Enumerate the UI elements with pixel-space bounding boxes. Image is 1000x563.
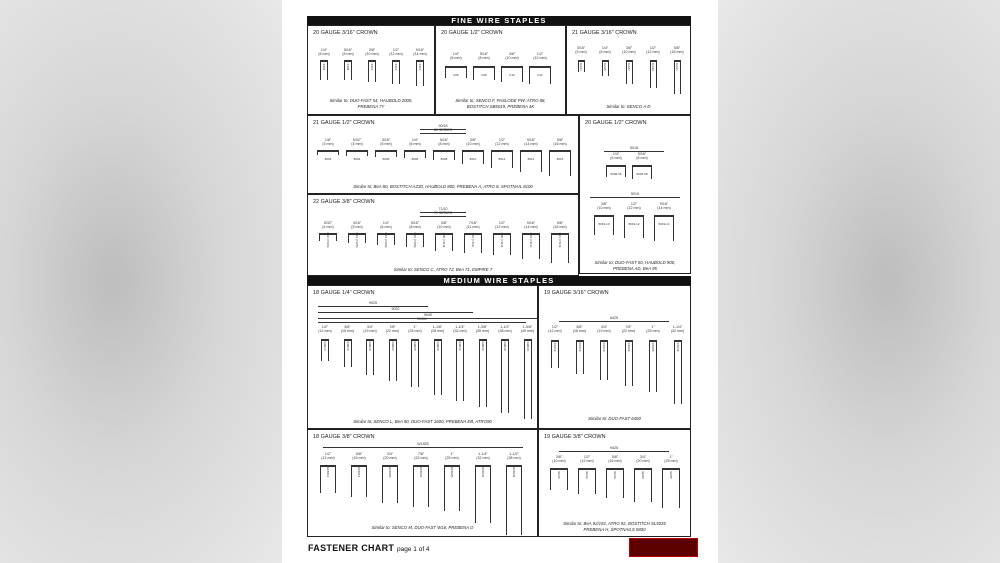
staple-code: G18012 [326, 466, 330, 478]
similar-text: Similar to: BeA 80, BOSTITCH AZ30, HAUBOLD 800, PREBENA A, ATRO 8, SPOTNAIL 8100 [353, 184, 533, 189]
staple-shape [413, 465, 429, 507]
staple-shape [578, 468, 596, 494]
staple-size-label: 1" (25 mm) [408, 325, 422, 333]
staple-size-label: 1-1/4" (32 mm) [476, 452, 490, 460]
staple-size-label: 3/8" (10 mm) [597, 202, 611, 210]
staple-shape [445, 66, 467, 78]
staple-shape [626, 60, 633, 84]
staple-size-label: 3/8" (10 mm) [505, 52, 519, 60]
staple-size-label: 1-1/2" (38 mm) [498, 325, 512, 333]
staple-size-label: 3/16" (5 mm) [380, 138, 392, 146]
staple-shape [479, 339, 487, 407]
staple-code: F08 [481, 73, 487, 77]
staple-shape [473, 66, 495, 80]
staple-size-label: 5/16" (8 mm) [342, 48, 354, 56]
staple-code: GA23 [579, 63, 583, 71]
staple-code: C6432 [675, 342, 680, 352]
size-group-bracket: 9040 [318, 313, 538, 319]
panel-title: 21 GAUGE 3/16" CROWN [572, 30, 637, 36]
staple-size-label: 3/4" (19 mm) [597, 325, 611, 333]
staple-shape [464, 233, 482, 253]
staple-code: 92/12 [585, 471, 589, 479]
staple-code: 5408 [346, 63, 350, 71]
staple-shape [649, 340, 657, 392]
staple-code: 92/25 [669, 471, 673, 479]
staple-size-label: 1-3/8" (35 mm) [475, 325, 490, 333]
staple-shape [625, 340, 633, 386]
staple-shape [551, 340, 559, 368]
staple-code: C6416 [577, 342, 582, 352]
staple-shape [348, 232, 366, 248]
staple-shape [529, 66, 551, 84]
staple-code: 8016 [556, 157, 564, 161]
red-label [629, 538, 698, 557]
staple-code: C04 (7106) [384, 232, 388, 248]
staple-code: 5019-14 [658, 222, 670, 226]
staple-size-label: 1/4" (6 mm) [380, 221, 392, 229]
staple-shape [375, 150, 397, 161]
similar-text: Similar to: SENCO C, ATRO 72, BeA 71, EMPIRE 7 [393, 267, 493, 272]
staple-size-label: 1/2" (12 mm) [389, 48, 403, 56]
staple-shape [435, 233, 453, 251]
staple-shape [632, 165, 652, 179]
staple-size-label: 7/8" (22 mm) [621, 325, 636, 333]
staple-code: 5406 [322, 63, 326, 71]
staple-shape [501, 339, 509, 413]
staple-code: C02 (7104) [326, 232, 330, 248]
staple-shape [344, 339, 352, 367]
staple-size-label: 1/2" (12 mm) [495, 138, 509, 146]
staple-code: 5412 [394, 63, 398, 71]
similar-text: PREBENA 7Y [357, 103, 385, 109]
size-group-bracket: 80 SERIES [420, 128, 466, 134]
staple-size-label: 7/8" (22 mm) [414, 452, 428, 460]
panel-p20-316 [307, 25, 435, 115]
staple-size-label: 5/8" (16 mm) [352, 452, 366, 460]
staple-code: 8012 [498, 157, 506, 161]
size-group-bracket: 71/10 [420, 207, 466, 213]
size-group-bracket: 9425 [559, 446, 669, 452]
staple-size-label: 5/16" (8 mm) [478, 52, 490, 60]
similar-text: Similar to: DUO-FAST 54, HAUBOLD 2000, [329, 98, 413, 103]
staple-code: 5006-06 [610, 172, 622, 176]
staple-size-label: 1/2" (12 mm) [318, 325, 332, 333]
similar-text: PREBENA H, SPOTNAILS 5800 [583, 526, 646, 532]
similar-text: BOSTITCH SB5019, PREBENA 4K [466, 103, 535, 109]
panel-title: 20 GAUGE 1/2" CROWN [585, 120, 647, 126]
staple-code: G9015 [345, 341, 350, 351]
background-right [718, 0, 1000, 563]
staple-shape [346, 150, 368, 161]
panel-title: 19 GAUGE 3/16" CROWN [544, 290, 609, 296]
staple-size-label: 3/16" (5 mm) [575, 46, 587, 54]
staple-size-label: 1/4" (6 mm) [599, 46, 611, 54]
staple-code: C08 (7110) [442, 232, 446, 248]
staple-code: G18016 [357, 466, 361, 478]
staple-code: 8004 [353, 157, 361, 161]
staple-code: C13 (7116) [558, 232, 562, 248]
footer-title: FASTENER CHART page 1 of 4 [308, 543, 430, 553]
staple-size-label: 5/8" (16 mm) [553, 138, 567, 146]
staple-shape [366, 339, 374, 375]
staple-code: GA29 [651, 63, 655, 71]
similar-text: Similar to: SENCO L, BeA 90, DUO-FAST 1600, PREBENA EB, ATRO90 [353, 419, 492, 424]
staple-size-label: 5/16" (8 mm) [636, 152, 648, 160]
staple-shape [501, 66, 523, 82]
staple-size-label: 5/16" (8 mm) [438, 138, 450, 146]
staple-code: G9022 [390, 341, 395, 351]
size-group-bracket: 6425 [559, 316, 669, 322]
staple-code: C09 (7112) [500, 232, 504, 248]
staple-shape [377, 232, 395, 248]
similar-text: PREBENA AD, BeA 95 [613, 265, 657, 271]
panel-title: 18 GAUGE 1/4" CROWN [313, 290, 375, 296]
staple-code: 5414 [418, 63, 422, 71]
staple-size-label: 3/8" (10 mm) [466, 138, 480, 146]
staple-code: G9019 [368, 341, 372, 351]
staple-code: C6419 [602, 342, 606, 352]
staple-code: G18032 [481, 466, 485, 478]
staple-size-label: 1/4" (6 mm) [409, 138, 421, 146]
size-group-bracket: 90/18 [420, 124, 466, 130]
staple-size-label: 5/32" (4 mm) [322, 221, 334, 229]
staple-shape [368, 60, 376, 82]
staple-shape [549, 150, 571, 176]
staple-size-label: 5/16" (8 mm) [409, 221, 421, 229]
staple-size-label: 3/8" (10 mm) [552, 455, 566, 463]
staple-code: 8006 [411, 157, 419, 161]
staple-code: GA27 [627, 63, 631, 71]
panel-title: 19 GAUGE 3/8" CROWN [544, 434, 606, 440]
staple-shape [491, 150, 513, 168]
staple-size-label: 9/16" (14 mm) [524, 221, 538, 229]
staple-code: G9035 [480, 341, 485, 351]
staple-shape [674, 340, 682, 404]
staple-size-label: 1" (25 mm) [664, 455, 678, 463]
staple-code: G18025 [450, 466, 454, 478]
staple-code: G18020 [388, 466, 392, 478]
panel-title: 18 GAUGE 3/8" CROWN [313, 434, 375, 440]
staple-size-label: 1/2" (12 mm) [646, 46, 660, 54]
similar-text: Similar to: SENCO M, DUO-FAST W16, PREBENA O [371, 525, 474, 530]
staple-code: 8005 [382, 157, 390, 161]
staple-code: G18022 [419, 466, 423, 478]
staple-shape [650, 60, 657, 88]
size-group-bracket: W1825 [323, 442, 523, 448]
staple-size-label: 1/2" (12 mm) [580, 455, 594, 463]
staple-code: G9028 [435, 341, 440, 351]
size-group-bracket: 9032 [318, 307, 473, 313]
staple-size-label: 1/2" (12 mm) [533, 52, 547, 60]
panel-p21-12 [307, 115, 579, 194]
staple-size-label: 1-5/8" (40 mm) [520, 325, 535, 333]
staple-size-label: 3/4" (20 mm) [383, 452, 397, 460]
staple-shape [654, 215, 674, 241]
staple-shape [576, 340, 584, 374]
staple-size-label: 1/2" (12 mm) [627, 202, 641, 210]
similar-text: Similar to: SENCO F, PASLODE PW, ATRO 88, [455, 98, 546, 103]
staple-shape [578, 60, 585, 72]
staple-size-label: 1/2" (12 mm) [548, 325, 562, 333]
staple-code: C06 (7108) [413, 232, 417, 248]
similar-text: Similar to: SENCO A-D [606, 104, 651, 109]
staple-shape [475, 465, 491, 523]
staple-size-label: 5/8" (16 mm) [553, 221, 567, 229]
medium-wire-header: MEDIUM WIRE STAPLES [307, 276, 691, 285]
staple-code: F12 [537, 73, 543, 77]
staple-size-label: 5/8" (15 mm) [340, 325, 355, 333]
size-group-bracket: 5019 [590, 192, 680, 198]
staple-size-label: 9/16" (14 mm) [413, 48, 427, 56]
staple-shape [411, 339, 419, 387]
staple-code: C6425 [651, 342, 655, 352]
size-group-bracket: 9040L [318, 317, 526, 323]
staple-size-label: 3/8" (10 mm) [437, 221, 451, 229]
staple-size-label: 5/8" (16 mm) [670, 46, 684, 54]
staple-shape [662, 468, 680, 508]
staple-shape [520, 150, 542, 172]
staple-code: 5019-10 [598, 222, 610, 226]
staple-code: G9040 [525, 341, 530, 351]
staple-shape [320, 60, 328, 80]
staple-shape [493, 233, 511, 255]
staple-shape [606, 468, 624, 498]
staple-code: C10 (7114) [529, 232, 533, 248]
staple-code: 92/10 [557, 471, 561, 479]
staple-shape [594, 215, 614, 235]
staple-size-label: 5/8" (16 mm) [572, 325, 587, 333]
staple-code: 5410 [370, 63, 374, 71]
panel-p18-14 [307, 285, 538, 429]
staple-size-label: 9/16" (14 mm) [657, 202, 671, 210]
staple-size-label: 1" (25 mm) [646, 325, 660, 333]
panel-title: 21 GAUGE 1/2" CROWN [313, 120, 375, 126]
staple-size-label: 1-1/4" (32 mm) [670, 325, 685, 333]
staple-code: G9012 [323, 341, 327, 351]
staple-size-label: 1-1/2" (38 mm) [507, 452, 521, 460]
background-left [0, 0, 282, 563]
staple-size-label: 3/4" (20 mm) [636, 455, 650, 463]
staple-code: 8014 [527, 157, 535, 161]
staple-size-label: 3/16" (5 mm) [351, 221, 363, 229]
similar-text: Similar to: DUO-FAST 6400 [588, 416, 641, 421]
panel-title: 20 GAUGE 3/16" CROWN [313, 30, 378, 36]
staple-shape [344, 60, 352, 80]
staple-shape [389, 339, 397, 381]
staple-code: 5019-12 [628, 222, 640, 226]
staple-code: G18038 [512, 466, 516, 478]
staple-size-label: 1/8" (3 mm) [322, 138, 334, 146]
size-group-bracket: 5018 [604, 146, 664, 152]
staple-shape [433, 150, 455, 160]
staple-shape [321, 339, 329, 361]
staple-size-label: 7/8" (22 mm) [385, 325, 400, 333]
staple-code: 8003 [324, 157, 332, 161]
staple-shape [406, 233, 424, 247]
panel-p18-38 [307, 429, 538, 537]
staple-code: C6422 [626, 342, 631, 352]
panel-p20-12 [435, 25, 566, 115]
panel-p21-316 [566, 25, 691, 115]
staple-size-label: 1/4" (6 mm) [450, 52, 462, 60]
staple-size-label: 5/8" (16 mm) [608, 455, 622, 463]
staple-code: 8010 [469, 157, 477, 161]
staple-shape [319, 232, 337, 248]
staple-code: G9038 [503, 341, 507, 351]
staple-shape [551, 233, 569, 263]
staple-size-label: 3/8" (10 mm) [622, 46, 636, 54]
staple-size-label: 1/2" (12 mm) [495, 221, 509, 229]
panel-p20-12b [579, 115, 691, 274]
staple-shape [550, 468, 568, 490]
staple-shape [320, 465, 336, 493]
staple-shape [404, 150, 426, 161]
staple-size-label: 1/2" (12 mm) [321, 452, 335, 460]
staple-size-label: 1" (25 mm) [445, 452, 459, 460]
staple-size-label: 1-1/8" (28 mm) [430, 325, 445, 333]
staple-code: GA31 [675, 63, 679, 71]
panel-title: 20 GAUGE 1/2" CROWN [441, 30, 503, 36]
staple-code: F10 [509, 73, 515, 77]
fastener-chart-page [282, 0, 718, 563]
staple-code: GA25 [603, 63, 607, 71]
staple-code: C6412 [553, 342, 557, 352]
staple-shape [674, 60, 681, 94]
staple-code: C03 (7105) [355, 232, 359, 248]
staple-shape [606, 165, 626, 177]
staple-shape [317, 150, 339, 161]
panel-title: 22 GAUGE 3/8" CROWN [313, 199, 375, 205]
staple-code: G9025 [413, 341, 417, 351]
staple-code: 8008 [440, 157, 448, 161]
size-group-bracket: 9025 [318, 301, 428, 307]
panel-p19-38 [538, 429, 691, 537]
staple-size-label: 5/32" (4 mm) [351, 138, 363, 146]
fine-wire-header: FINE WIRE STAPLES [307, 16, 691, 25]
staple-size-label: 1/4" (6 mm) [610, 152, 622, 160]
staple-code: C07 (7111) [471, 232, 475, 248]
similar-text: Similar to: DUO-FAST 50, HAUBOLD 900, [594, 260, 676, 265]
staple-size-label: 3/4" (19 mm) [363, 325, 377, 333]
staple-shape [522, 233, 540, 259]
staple-code: 5018-08 [636, 172, 648, 176]
staple-shape [600, 340, 608, 380]
staple-shape [524, 339, 532, 419]
staple-shape [434, 339, 442, 395]
staple-code: G9032 [458, 341, 462, 351]
staple-shape [416, 60, 424, 86]
staple-shape [351, 465, 367, 497]
staple-shape [392, 60, 400, 84]
staple-shape [602, 60, 609, 76]
staple-size-label: 1-1/4" (32 mm) [453, 325, 467, 333]
staple-shape [634, 468, 652, 502]
staple-code: F06 [453, 73, 459, 77]
size-group-bracket: 71 SERIES [420, 211, 466, 217]
staple-shape [462, 150, 484, 164]
staple-size-label: 9/16" (14 mm) [524, 138, 538, 146]
panel-p22-38 [307, 194, 579, 276]
staple-size-label: 1/4" (6 mm) [318, 48, 330, 56]
panel-p19-316 [538, 285, 691, 429]
staple-shape [444, 465, 460, 511]
staple-size-label: 7/16" (11 mm) [466, 221, 480, 229]
similar-text: Similar to: BeA 92/192, ATRO 92, BOSTITCH SL5035 [563, 521, 666, 526]
staple-size-label: 3/8" (10 mm) [365, 48, 379, 56]
staple-code: 92/16 [613, 471, 617, 479]
staple-shape [382, 465, 398, 503]
staple-shape [624, 215, 644, 238]
staple-code: 92/20 [641, 471, 645, 479]
staple-shape [456, 339, 464, 401]
